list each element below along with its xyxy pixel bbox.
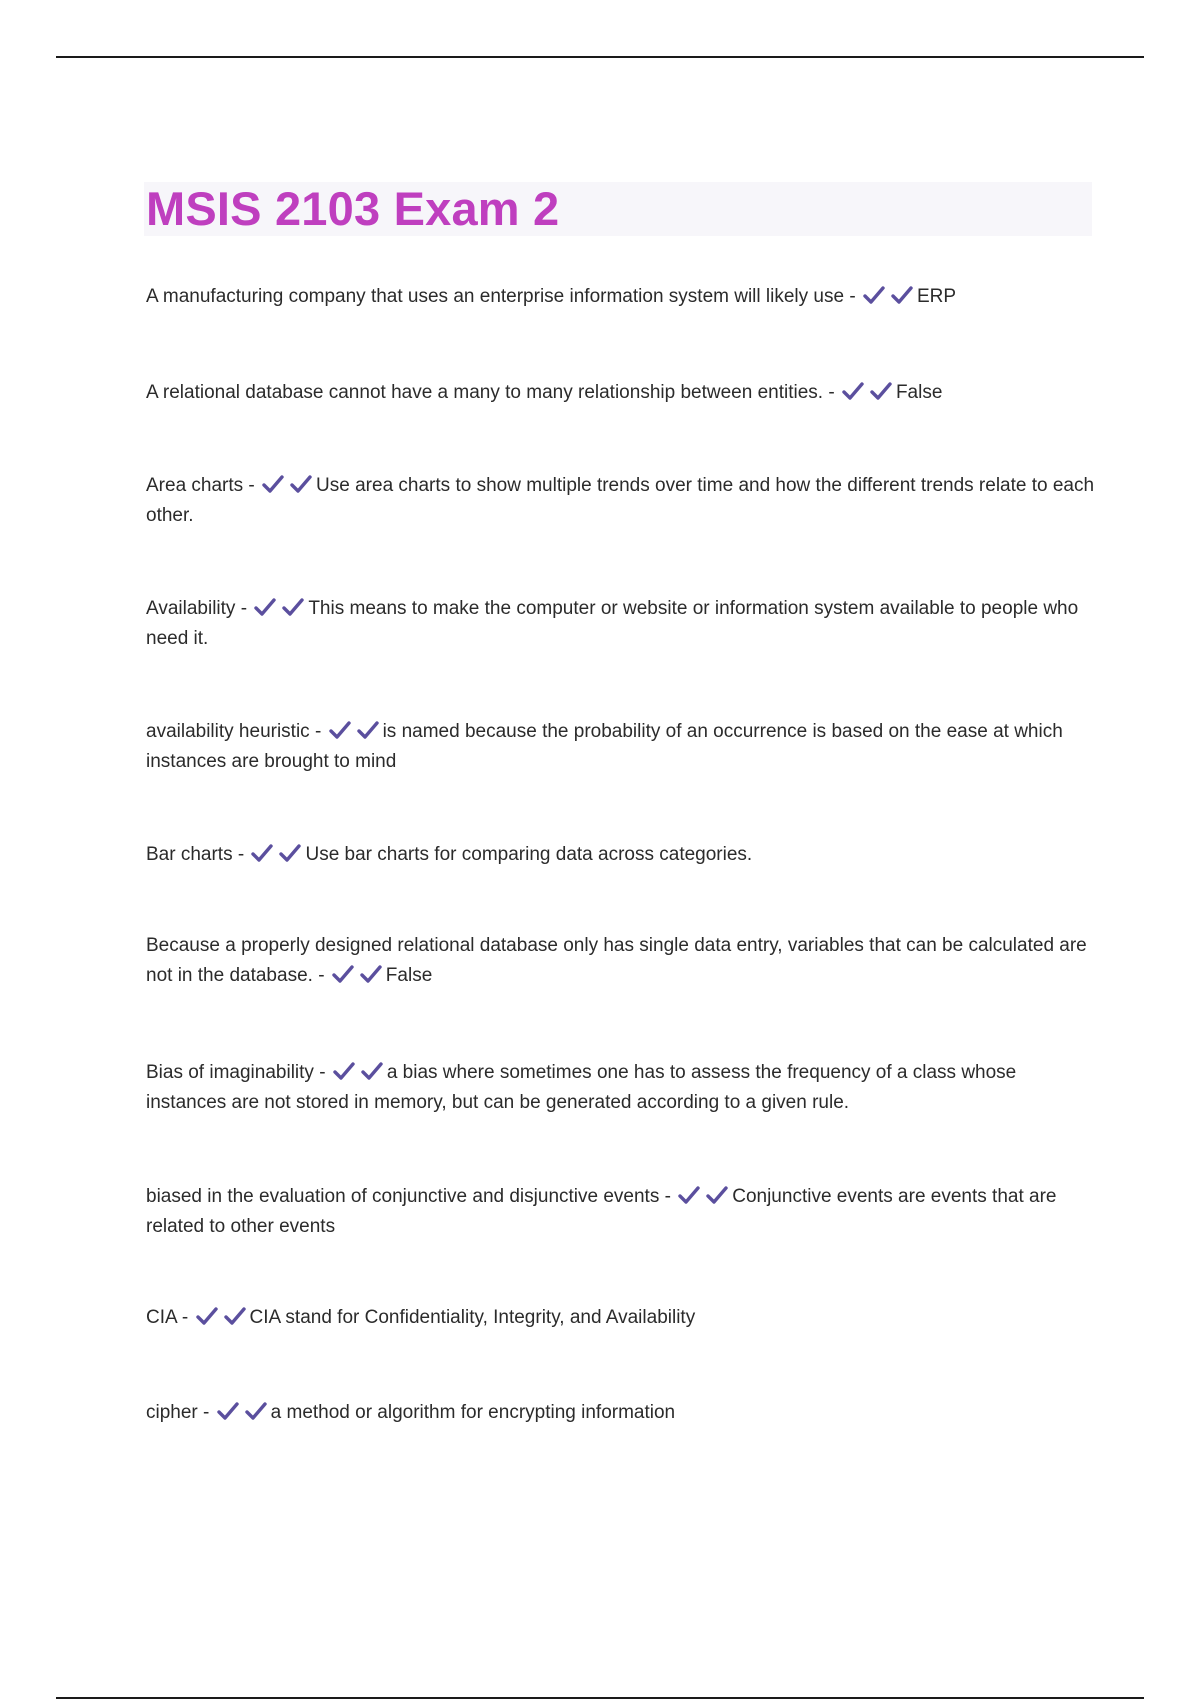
checkmark-icon [870, 381, 892, 401]
entry-answer: a bias where sometimes one has to assess the frequency of a class whose instances are not stored in memory, but can be generated according to a given rule. [146, 1062, 1017, 1113]
checkmark-icon [863, 285, 885, 305]
checkmark-icon [360, 964, 382, 984]
top-rule [56, 56, 1144, 58]
entry-answer: False [895, 382, 943, 403]
flashcard-entry [146, 931, 1096, 991]
checkmark-icon [279, 843, 301, 863]
checkmark-icon [706, 1185, 728, 1205]
bottom-rule [56, 1697, 1144, 1699]
checkmark-icon [290, 474, 312, 494]
entry-answer: CIA stand for Confidentiality, Integrity, and Availability [249, 1307, 696, 1328]
entry-answer: Conjunctive events are events that are related to other events [146, 1186, 1057, 1237]
entry-term: Bias of imaginability - [146, 1062, 326, 1083]
flashcard-entry [146, 378, 1096, 408]
flashcard-entry [146, 594, 1096, 654]
entry-answer: This means to make the computer or website or information system available to people who need it. [146, 598, 1079, 649]
entry-term: A manufacturing company that uses an enterprise information system will likely use - [146, 286, 856, 307]
checkmark-icon [891, 285, 913, 305]
flashcard-entry [146, 1182, 1096, 1242]
entry-term: cipher - [146, 1402, 210, 1423]
entry-answer: False [385, 965, 433, 986]
checkmark-icon [332, 964, 354, 984]
entry-term: Availability - [146, 598, 248, 619]
checkmark-icon [254, 597, 276, 617]
entry-term: A relational database cannot have a many to many relationship between entities. - [146, 382, 835, 403]
flashcard-entry [146, 1398, 1096, 1428]
flashcard-entry [146, 471, 1096, 531]
flashcard-entry [146, 1303, 1096, 1333]
entry-answer: is named because the probability of an occurrence is based on the ease at which instances are brought to mind [146, 721, 1063, 772]
checkmark-icon [678, 1185, 700, 1205]
entry-answer: Use bar charts for comparing data across categories. [305, 844, 753, 865]
checkmark-icon [842, 381, 864, 401]
checkmark-icon [251, 843, 273, 863]
checkmark-icon [329, 720, 351, 740]
flashcard-entry [146, 1058, 1096, 1118]
checkmark-icon [262, 474, 284, 494]
flashcard-entry [146, 717, 1096, 777]
checkmark-icon [196, 1306, 218, 1326]
entry-term: CIA - [146, 1307, 189, 1328]
entry-term: biased in the evaluation of conjunctive and disjunctive events - [146, 1186, 671, 1207]
flashcard-entry [146, 282, 1096, 312]
checkmark-icon [224, 1306, 246, 1326]
document-title: MSIS 2103 Exam 2 [146, 182, 560, 235]
entry-answer: a method or algorithm for encrypting information [270, 1402, 676, 1423]
checkmark-icon [282, 597, 304, 617]
entry-term: Area charts - [146, 475, 255, 496]
entry-term: Bar charts - [146, 844, 245, 865]
flashcard-entry [146, 840, 1096, 870]
entry-answer: Use area charts to show multiple trends over time and how the different trends relate to each other. [146, 475, 1095, 526]
entry-term: Because a properly designed relational database only has single data entry, variables that can be calculated are not in the database. - [146, 935, 1087, 986]
checkmark-icon [245, 1401, 267, 1421]
checkmark-icon [217, 1401, 239, 1421]
checkmark-icon [333, 1061, 355, 1081]
checkmark-icon [357, 720, 379, 740]
checkmark-icon [361, 1061, 383, 1081]
entry-term: availability heuristic - [146, 721, 322, 742]
entry-answer: ERP [916, 286, 957, 307]
